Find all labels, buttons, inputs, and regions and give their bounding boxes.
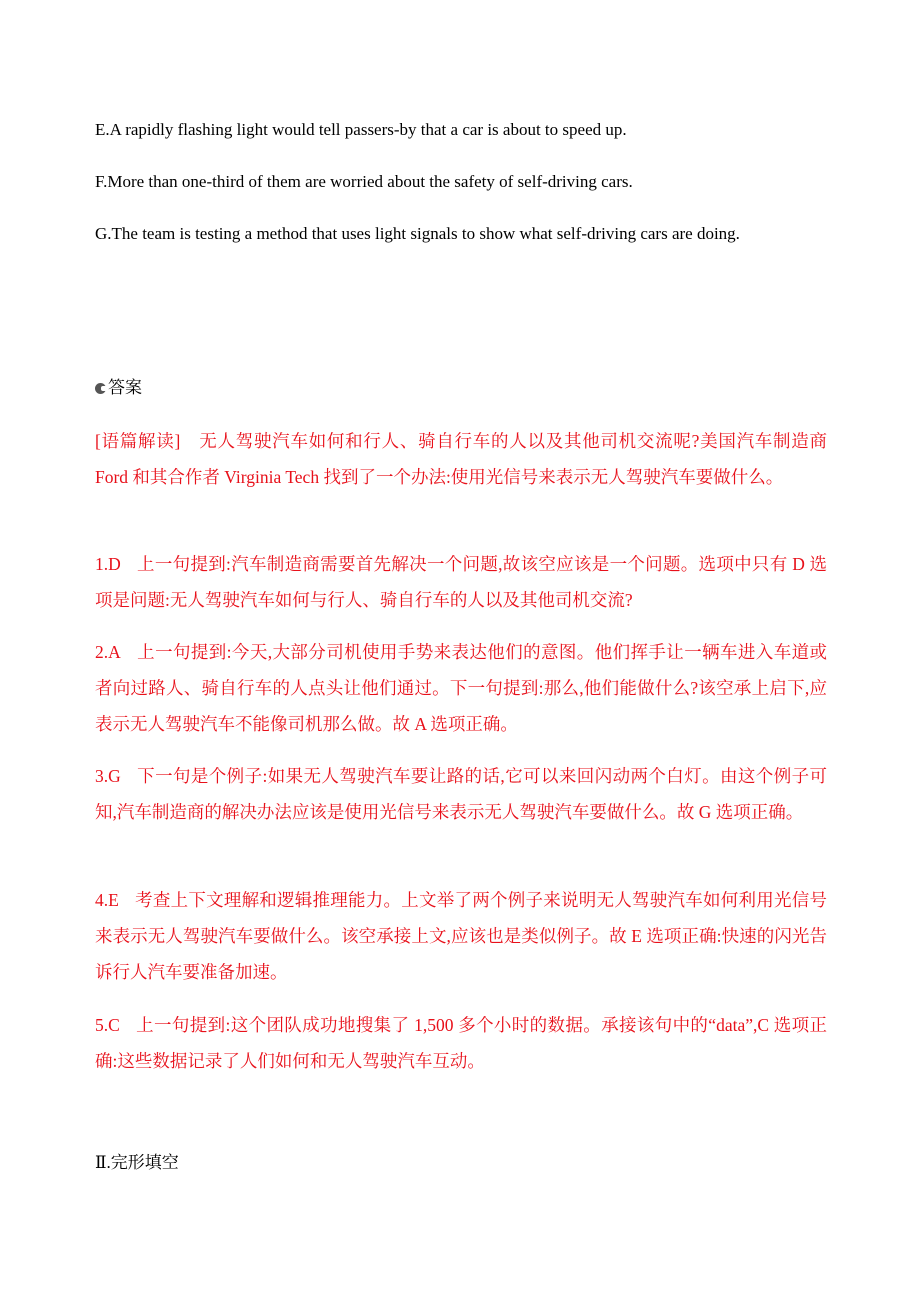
answer-explanation: 下一句是个例子:如果无人驾驶汽车要让路的话,它可以来回闪动两个白灯。由这个例子可知,汽车制造商的解决办法应该是使用光信号来表示无人驾驶汽车要做什么。故 G 选项正确。: [95, 766, 827, 822]
answer-number: 3.G: [95, 766, 121, 786]
option-g: G.The team is testing a method that uses light signals to show what self-driving cars are doing.: [95, 224, 740, 243]
answer-explanation: 上一句提到:汽车制造商需要首先解决一个问题,故该空应该是一个问题。选项中只有 D 选项是问题:无人驾驶汽车如何与行人、骑自行车的人以及其他司机交流?: [95, 554, 827, 610]
answer-header-label: 答案: [108, 378, 142, 397]
answer-number: 1.D: [95, 554, 121, 574]
answer-number: 2.A: [95, 642, 121, 662]
answer-number: 5.C: [95, 1015, 120, 1035]
answer-explanation: 考查上下文理解和逻辑推理能力。上文举了两个例子来说明无人驾驶汽车如何利用光信号来表示无人驾驶汽车要做什么。该空承接上文,应该也是类似例子。故 E 选项正确:快速的闪光告诉行人汽车要准备加速。: [95, 890, 827, 982]
option-e: E.A rapidly flashing light would tell passers-by that a car is about to speed up.: [95, 120, 627, 139]
answer-item-3: [95, 758, 827, 830]
answer-header: [95, 375, 142, 401]
passage-interpretation: [语篇解读] 无人驾驶汽车如何和行人、骑自行车的人以及其他司机交流呢?美国汽车制造商 Ford 和其合作者 Virginia Tech 找到了一个办法:使用光信号来表示无人驾驶汽车要做什么。: [95, 431, 827, 487]
answer-explanation: 上一句提到:这个团队成功地搜集了 1,500 多个小时的数据。承接该句中的“data”,C 选项正确:这些数据记录了人们如何和无人驾驶汽车互动。: [95, 1015, 827, 1071]
answer-item-4: [95, 882, 827, 990]
answer-explanation: 上一句提到:今天,大部分司机使用手势来表达他们的意图。他们挥手让一辆车进入车道或者向过路人、骑自行车的人点头让他们通过。下一句提到:那么,他们能做什么?该空承上启下,应表示无人驾驶汽车不能像司机那么做。故 A 选项正确。: [95, 642, 827, 734]
answer-item-2: [95, 634, 827, 742]
answer-icon: [95, 383, 106, 394]
answer-number: 4.E: [95, 890, 119, 910]
option-f: F.More than one-third of them are worried about the safety of self-driving cars.: [95, 172, 633, 191]
answer-item-1: [95, 546, 827, 618]
answer-item-5: [95, 1007, 827, 1079]
section-title: Ⅱ.完形填空: [95, 1153, 179, 1172]
